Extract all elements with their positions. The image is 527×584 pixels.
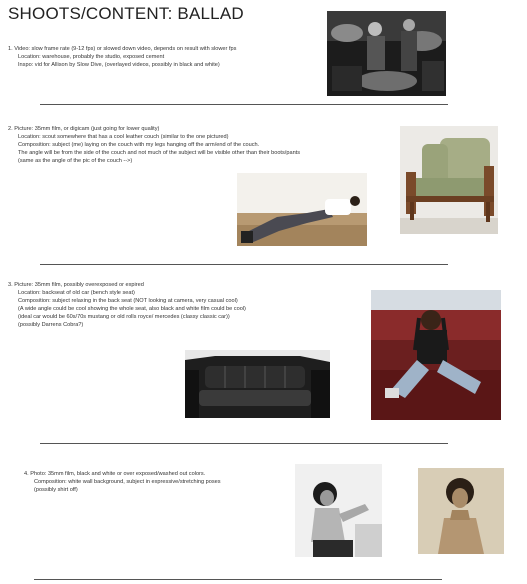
section-2-line-4: The angle will be from the side of the couch and not much of the subject will be visible other than their boots/pants: [18, 150, 301, 156]
divider-4: [34, 579, 442, 580]
section-2-line-1: 2. Picture: 35mm film, or digicam (just going for lower quality): [8, 126, 160, 132]
black-and-white-portrait-photo: [295, 464, 382, 557]
section-1-line-2: Location: warehouse, probably the studio, exposed cement: [18, 54, 165, 60]
section-1-line-3: Inspo: vid for Allison by Slow Dive, (overlayed videos, possibly in black and white): [18, 62, 220, 68]
section-3-line-1: 3. Picture: 35mm film, possibly overexposed or expired: [8, 282, 144, 288]
section-1-line-1: 1. Video: slow frame rate (9-12 fps) or slowed down video, depends on result with slower fps: [8, 46, 237, 52]
section-3-text: [8, 281, 246, 329]
sepia-portrait-photo: [418, 468, 504, 554]
section-2-text: [8, 125, 300, 165]
section-4-line-1: 4. Photo: 35mm film, black and white or over exposed/washed out colors.: [24, 471, 206, 477]
subject-lying-on-couch-photo: [237, 173, 367, 246]
section-2-line-2: Location: scout somewhere that has a cool leather couch (similar to the one pictured): [18, 134, 229, 140]
section-2-line-5: (same as the angle of the pic of the couch -->): [18, 158, 133, 164]
section-2-line-3: Composition: subject (me) laying on the couch with my legs hanging off the arm/end of the couch.: [18, 142, 260, 148]
section-3-line-2: Location: backseat of old car (bench style seat): [18, 290, 135, 296]
car-backseat-photo: [185, 350, 330, 418]
section-3-line-3: Composition: subject relaxing in the back seat (NOT looking at camera, very casual cool): [18, 298, 238, 304]
subject-on-red-leather-seat-photo: [371, 290, 501, 420]
section-1-text: [8, 45, 236, 69]
divider-3: [40, 443, 448, 444]
band-photo: [327, 11, 446, 96]
page-title: SHOOTS/CONTENT: BALLAD: [8, 4, 244, 23]
section-4-line-3: (possibly shirt off): [34, 487, 78, 493]
section-3-line-5: (ideal car would be 60s/70s mustang or old rolls royce/ mercedes (classy classic car)): [18, 314, 230, 320]
divider-1: [40, 104, 448, 105]
section-4-line-2: Composition: white wall background, subject in expressive/stretching poses: [34, 479, 221, 485]
section-3-line-4: (A wide angle could be cool showing the whole seat, also black and white film could be cool): [18, 306, 246, 312]
leather-couch-photo: [400, 126, 498, 234]
section-4-text: [24, 470, 221, 494]
divider-2: [40, 264, 448, 265]
section-3-line-6: (possibly Darrens Cobra?): [18, 322, 84, 328]
